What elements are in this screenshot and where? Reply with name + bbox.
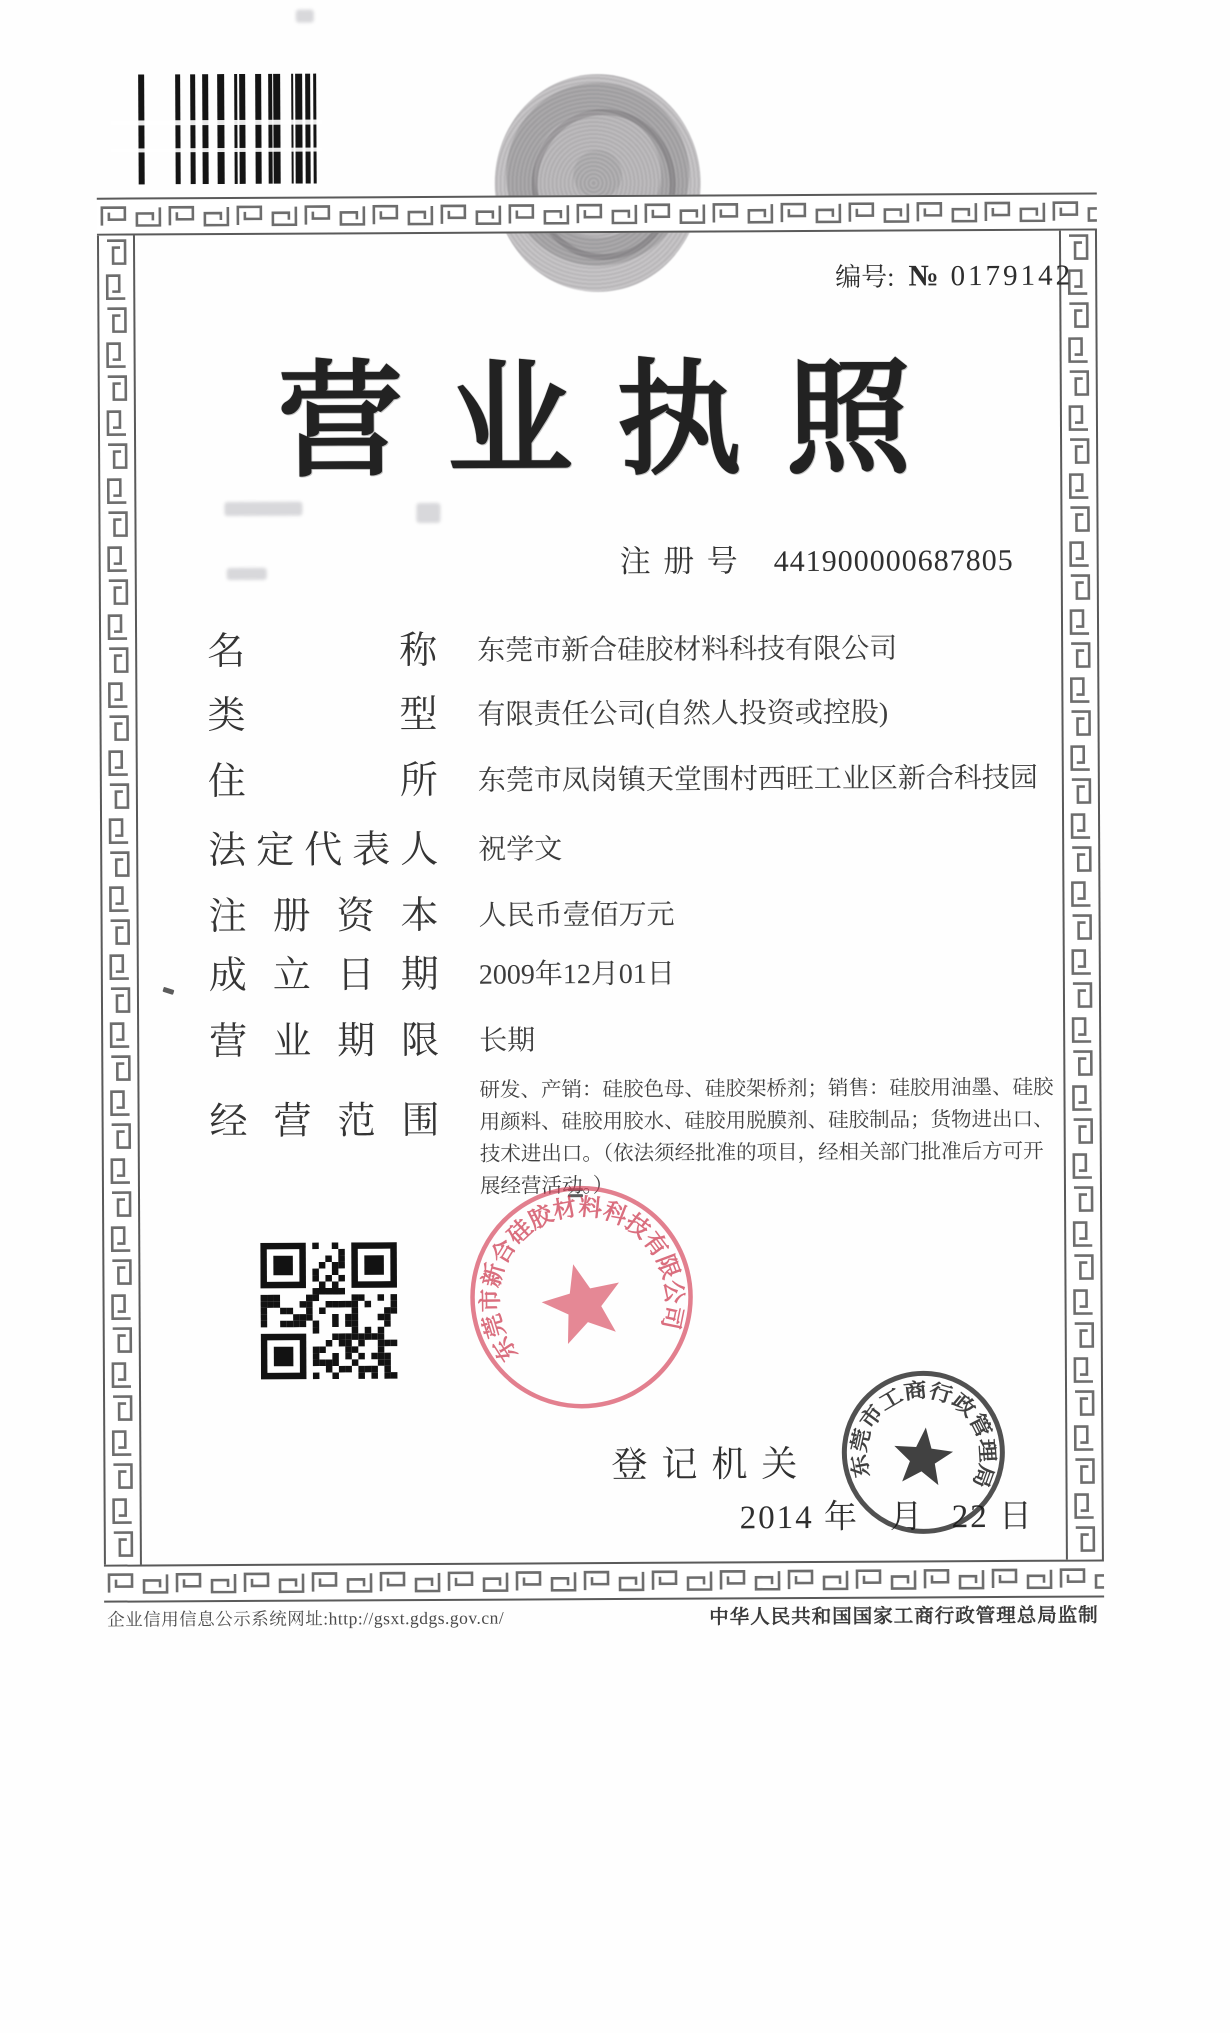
barcode: [110, 74, 323, 185]
registration-number-line: [620, 534, 1014, 581]
field-value-name: 东莞市新合硅胶材料科技有限公司: [477, 633, 898, 667]
field-value-capital: 人民币壹佰万元: [478, 899, 675, 932]
serial-number: 0179142: [950, 259, 1074, 293]
field-value-address: 东莞市凤岗镇天堂围村西旺工业区新合科技园: [477, 762, 1038, 797]
national-emblem: [494, 74, 701, 293]
field-label-term: 营 业 期 限: [209, 1019, 440, 1064]
border-right: [1059, 230, 1104, 1559]
field-value-term: 长期: [479, 1025, 536, 1057]
field-label-scope: 经 营 范 围: [209, 1099, 440, 1144]
field-label-address: 住 所: [207, 759, 438, 804]
field-value-scope: 研发、产销：硅胶色母、硅胶架桥剂；销售：硅胶用油墨、硅胶用颜料、硅胶用胶水、硅胶用脱膜剂、硅胶制品；货物进出口、技术进出口。（依法须经批准的项目，经相关部门批准后方可开展经营活动。）: [479, 1076, 1054, 1198]
border-left: [97, 236, 142, 1565]
serial-line: [835, 256, 1073, 294]
border-bottom: [104, 1559, 1104, 1602]
field-label-type: 类 型: [207, 693, 438, 738]
registrar-seal-text: 东莞市工商行政管理局: [848, 1379, 998, 1488]
certificate-title: 营 业 执 照: [277, 346, 912, 495]
qr-code: [260, 1242, 399, 1381]
serial-label: 编号:: [835, 262, 895, 292]
registrar-label: 登 记 机 关: [611, 1444, 798, 1486]
field-label-established: 成 立 日 期: [208, 953, 439, 998]
seal-star: [534, 1254, 630, 1347]
field-label-name: 名 称: [207, 629, 438, 674]
issue-date-month: 月: [889, 1499, 925, 1536]
scan-artifact: [296, 10, 314, 23]
scan-artifact: [224, 502, 302, 516]
company-seal-text: 东莞市新合硅胶材料科技有限公司: [477, 1194, 687, 1366]
field-label-capital: 注 册 资 本: [208, 894, 439, 939]
scan-artifact: [162, 987, 174, 995]
field-value-established: 2009年12月01日: [478, 958, 675, 991]
serial-prefix: №: [908, 259, 939, 293]
registration-number-label: 注 册 号: [619, 543, 738, 579]
footer-public-system-url: 企业信用信息公示系统网址:http://gsxt.gdgs.gov.cn/: [107, 1607, 505, 1630]
field-label-legal-rep: 法 定 代 表 人: [208, 828, 439, 873]
border-top: [97, 192, 1097, 235]
scan-artifact: [416, 503, 440, 523]
issue-date-year: 2014 年: [739, 1499, 860, 1537]
black-registrar-stamp: [827, 1356, 1020, 1549]
footer-issuer: 中华人民共和国国家工商行政管理总局监制: [709, 1605, 1099, 1629]
field-value-legal-rep: 祝学文: [478, 834, 563, 866]
registration-number-value: 441900000687805: [773, 543, 1014, 579]
scan-artifact: [227, 568, 267, 580]
field-value-type: 有限责任公司(自然人投资或控股): [477, 697, 889, 731]
stamp-star: [891, 1425, 955, 1487]
issue-date-day: 22 日: [951, 1498, 1035, 1536]
